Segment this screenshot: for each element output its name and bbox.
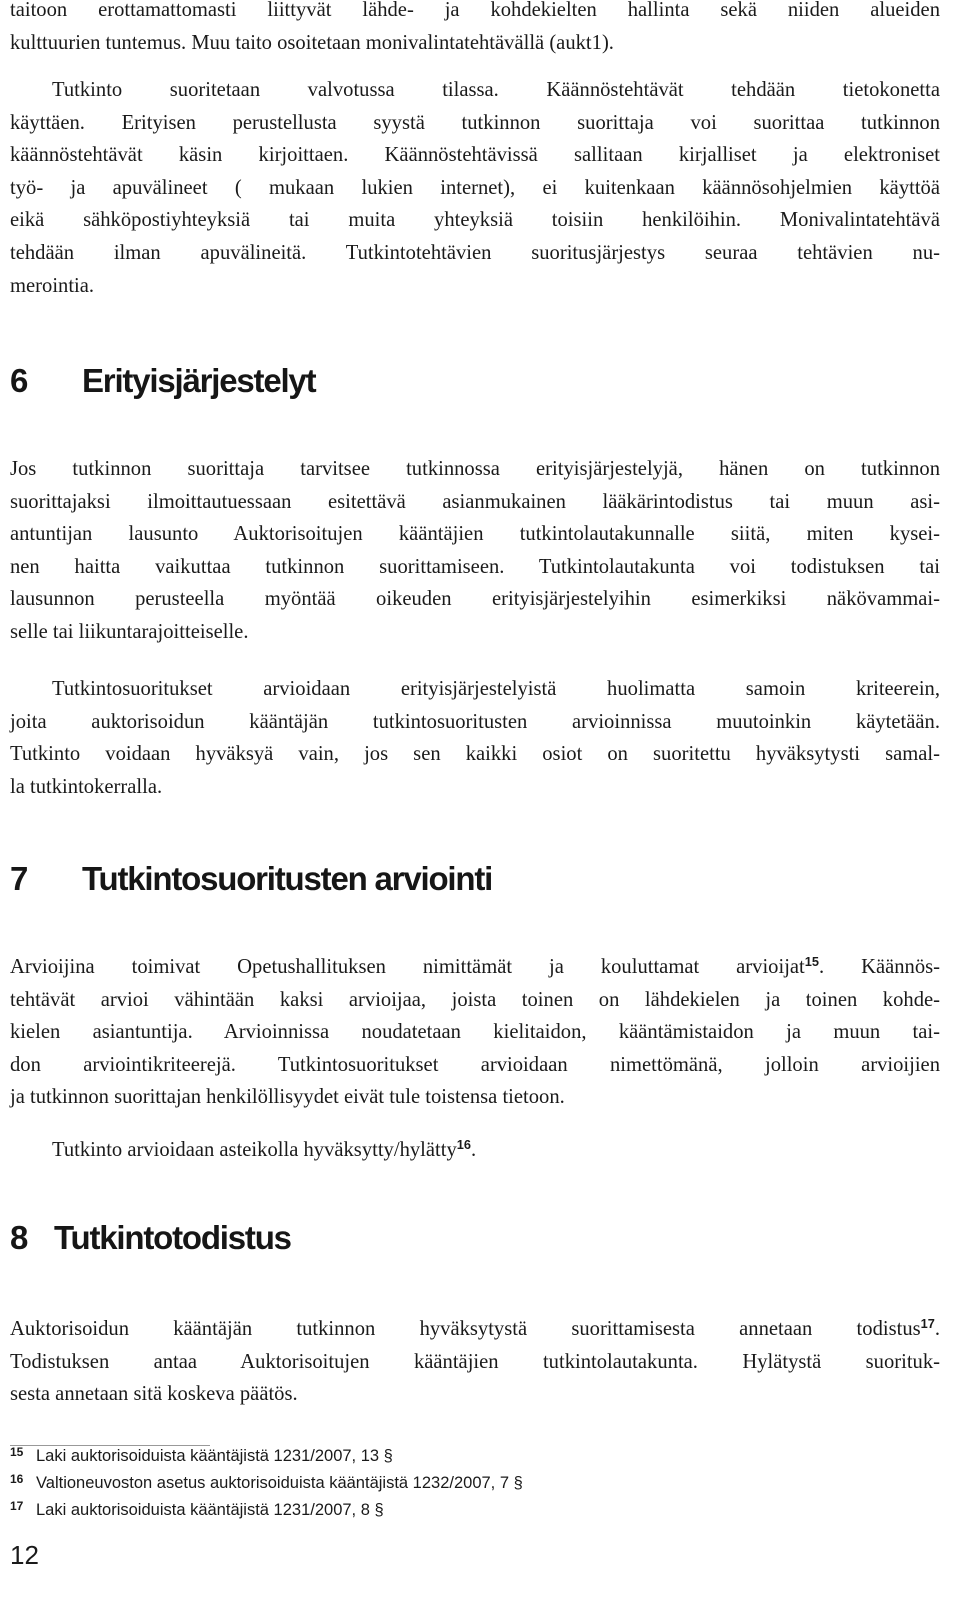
text-line: Todistuksen antaa Auktorisoitujen kääntäjien tutkintolautakunta. Hylätystä suorituk- <box>10 1350 940 1373</box>
footnote-number: 16 <box>10 1472 24 1486</box>
text-line: Tutkinto arvioidaan asteikolla hyväksytty/hylätty$^{16}$. <box>52 1136 477 1161</box>
footnote <box>10 1447 393 1466</box>
footnote-text: Laki auktorisoiduista kääntäjistä 1231/2007, 13 § <box>36 1447 393 1465</box>
footnote <box>10 1474 523 1493</box>
section-7-heading <box>10 860 940 898</box>
text-line: selle tai liikuntarajoitteiselle. <box>10 620 249 643</box>
text-line: nen haitta vaikuttaa tutkinnon suorittamiseen. Tutkintolautakunta voi todistuksen tai <box>10 555 940 578</box>
text-line: kielen asiantuntija. Arvioinnissa noudatetaan kielitaidon, kääntämistaidon ja muun tai- <box>10 1021 940 1044</box>
text-line: antuntijan lausunto Auktorisoitujen kääntäjien tutkintolautakunnalle siitä, miten kysei- <box>10 523 940 546</box>
text-line: suorittajaksi ilmoittautuessaan esitettävä asianmukainen lääkärintodistus tai muun asi- <box>10 490 940 513</box>
text-line: Auktorisoidun kääntäjän tutkinnon hyväksytystä suorittamisesta annetaan todistus$^{17}$. <box>10 1315 940 1340</box>
section-number: 8 <box>10 1219 28 1256</box>
section-7-paragraph-2 <box>10 1134 940 1167</box>
text-line: kulttuurien tuntemus. Muu taito osoitetaan monivalintatehtävällä (aukt1). <box>10 31 614 54</box>
text-line: don arviointikriteerejä. Tutkintosuoritukset arvioidaan nimettömänä, jolloin arvioijien <box>10 1053 940 1076</box>
footnote-divider <box>10 1445 210 1446</box>
text-line: la tutkintokerralla. <box>10 775 163 798</box>
text-line: Tutkinto suoritetaan valvotussa tilassa. Käännöstehtävät tehdään tietokonetta <box>52 79 940 101</box>
text-line: Tutkinto voidaan hyväksyä vain, jos sen kaikki osiot on suoritettu hyväksytysti samal- <box>10 743 940 766</box>
text-line: käännöstehtävät käsin kirjoittaen. Käännöstehtävissä sallitaan kirjalliset ja elektroniset <box>10 144 940 167</box>
text-line: työ- ja apuvälineet ( mukaan lukien internet), ei kuitenkaan käännösohjelmien käyttöä <box>10 176 940 199</box>
section-number: 6 <box>10 362 28 399</box>
section-number: 7 <box>10 860 28 897</box>
section-6-heading <box>10 362 940 400</box>
footnote-ref[interactable]: 17 <box>920 1315 935 1331</box>
text-line: tehdään ilman apuvälineitä. Tutkintotehtävien suoritusjärjestys seuraa tehtävien nu- <box>10 241 940 264</box>
footnote-text: Laki auktorisoiduista kääntäjistä 1231/2007, 8 § <box>36 1501 384 1519</box>
text-line: merointia. <box>10 274 95 297</box>
footnote-ref[interactable]: 16 <box>456 1136 471 1152</box>
footnote-ref[interactable]: 15 <box>804 953 819 969</box>
text-line: lausunnon perusteella myöntää oikeuden erityisjärjestelyihin esimerkiksi näkövammai- <box>10 588 940 611</box>
footnote-number: 17 <box>10 1499 24 1513</box>
footnote <box>10 1501 384 1520</box>
page-number: 12 <box>10 1540 39 1570</box>
section-8-heading <box>10 1219 940 1257</box>
section-title: Erityisjärjestelyt <box>82 362 316 399</box>
text-line: joita auktorisoidun kääntäjän tutkintosuoritusten arvioinnissa muutoinkin käytetään. <box>10 710 940 733</box>
footnote-number: 15 <box>10 1445 24 1459</box>
text-line: tehtävät arvioi vähintään kaksi arvioijaa, joista toinen on lähdekielen ja toinen kohde- <box>10 988 940 1011</box>
section-6-paragraph-1 <box>10 453 940 649</box>
section-7-paragraph-1 <box>10 951 940 1114</box>
footnote-text: Valtioneuvoston asetus auktorisoiduista kääntäjistä 1232/2007, 7 § <box>36 1474 523 1492</box>
text-line: Arvioijina toimivat Opetushallituksen nimittämät ja kouluttamat arvioijat$^{15}$. Käännös- <box>10 953 940 978</box>
section-title: Tutkintosuoritusten arviointi <box>82 860 493 897</box>
text-line: eikä sähköpostiyhteyksiä tai muita yhteyksiä toisiin henkilöihin. Monivalintatehtävä <box>10 209 940 232</box>
text-line: käyttäen. Erityisen perustellusta syystä tutkinnon suorittaja voi suorittaa tutkinnon <box>10 111 940 134</box>
text-line: Tutkintosuoritukset arvioidaan erityisjärjestelyistä huolimatta samoin kriteerein, <box>52 678 940 700</box>
text-line: sesta annetaan sitä koskeva päätös. <box>10 1383 298 1406</box>
text-line: taitoon erottamattomasti liittyvät lähde- ja kohdekielten hallinta sekä niiden alueiden <box>10 0 940 21</box>
section-8-paragraph-1 <box>10 1313 940 1411</box>
section-6-paragraph-2 <box>10 673 940 803</box>
intro-paragraph-1 <box>10 0 940 59</box>
text-line: ja tutkinnon suorittajan henkilöllisyydet eivät tule toistensa tietoon. <box>10 1086 565 1109</box>
section-title: Tutkintotodistus <box>54 1219 291 1256</box>
intro-paragraph-2 <box>10 74 940 302</box>
text-line: Jos tutkinnon suorittaja tarvitsee tutkinnossa erityisjärjestelyjä, hänen on tutkinnon <box>10 458 940 480</box>
